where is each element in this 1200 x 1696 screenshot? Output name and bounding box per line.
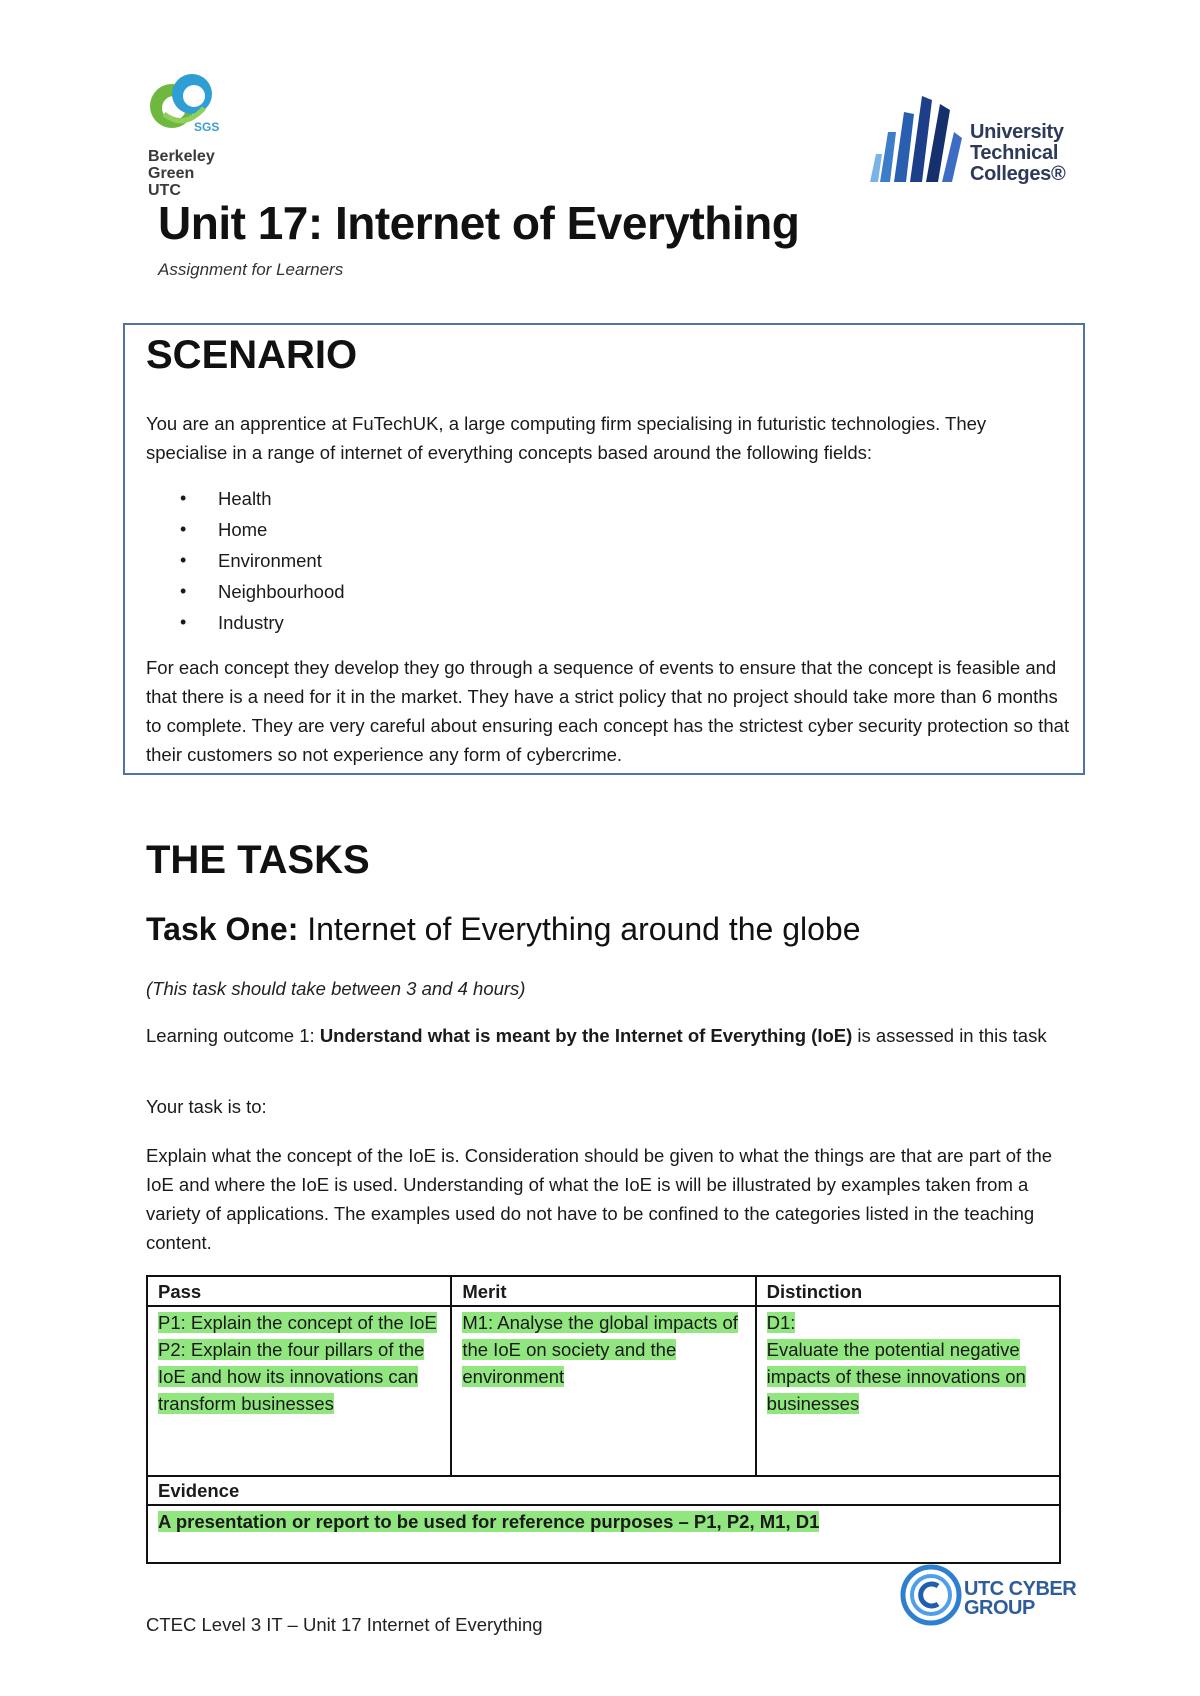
bullet-icon: • <box>180 488 187 508</box>
criterion-d1: Evaluate the potential negative impacts of these innovations on businesses <box>766 1339 1026 1414</box>
evidence-label-row <box>147 1476 1060 1505</box>
table-header-row <box>147 1276 1060 1306</box>
utc-bars-icon <box>870 92 965 187</box>
learning-outcome: Learning outcome 1: Understand what is meant by the Internet of Everything (IoE) is assessed in this task <box>146 1025 1047 1046</box>
table-row <box>147 1306 1060 1476</box>
scenario-heading: SCENARIO <box>146 333 358 377</box>
pass-header: Pass <box>147 1276 451 1306</box>
bullet-icon: • <box>180 612 187 632</box>
sgs-text: SGS <box>194 120 220 134</box>
criterion-p2: P2: Explain the four pillars of the IoE and how its innovations can transform businesses <box>158 1339 425 1414</box>
list-item: • Neighbourhood <box>178 576 345 607</box>
bullet-icon: • <box>180 550 187 570</box>
distinction-header: Distinction <box>756 1276 1060 1306</box>
criterion-d1-label: D1: <box>766 1312 796 1333</box>
task-duration: (This task should take between 3 and 4 hours) <box>146 978 526 999</box>
berkeley-green-utc-logo <box>144 70 234 199</box>
fields-list <box>178 483 345 638</box>
page-footer: CTEC Level 3 IT – Unit 17 Internet of Everything <box>146 1614 543 1635</box>
distinction-criteria-cell <box>756 1306 1060 1476</box>
criterion-p1: P1: Explain the concept of the IoE <box>158 1312 437 1333</box>
document-subtitle: Assignment for Learners <box>158 260 344 279</box>
evidence-row <box>147 1505 1060 1563</box>
list-item: • Home <box>178 514 345 545</box>
merit-criteria-cell <box>451 1306 755 1476</box>
criterion-m1: M1: Analyse the global impacts of the IoE on society and the environment <box>462 1312 738 1387</box>
utc-cyber-group-logo <box>900 1562 1080 1632</box>
scenario-intro: You are an apprentice at FuTechUK, a large computing firm specialising in futuristic technologies. They specialise in a range of internet of everything concepts based around the following fields: <box>146 413 987 463</box>
cyber-logo-text: UTC CYBER GROUP <box>964 1578 1077 1619</box>
utc-logo-text: University Technical Colleges® <box>970 121 1066 185</box>
university-technical-colleges-logo <box>870 92 1070 187</box>
pass-criteria-cell <box>147 1306 451 1476</box>
scenario-body: For each concept they develop they go through a sequence of events to ensure that the concept is feasible and that there is a need for it in the market. They have a strict policy that no project should take more than 6 months to complete. They are very careful about ensuring each concept has the strictest cyber security protection so that their customers so not experience any form of cybercrime. <box>146 657 1070 765</box>
list-item: • Industry <box>178 607 345 638</box>
document-title: Unit 17: Internet of Everything <box>158 197 800 249</box>
bullet-icon: • <box>180 581 187 601</box>
evidence-cell <box>147 1505 1060 1563</box>
task-description: Explain what the concept of the IoE is. Consideration should be given to what the things are that are part of the IoE and where the IoE is used. Understanding of what the IoE is will be illustrated by examples taken from a variety of applications. The examples used do not have to be confined to the categories listed in the teaching content. <box>146 1145 1053 1253</box>
list-item: • Health <box>178 483 345 514</box>
tasks-heading: THE TASKS <box>146 838 370 882</box>
evidence-text: A presentation or report to be used for reference purposes – P1, P2, M1, D1 <box>158 1511 820 1532</box>
berkeley-logo-text: Berkeley Green UTC <box>148 148 215 199</box>
bullet-icon: • <box>180 519 187 539</box>
merit-header: Merit <box>451 1276 755 1306</box>
cyber-circle-icon <box>900 1562 962 1628</box>
list-item: • Environment <box>178 545 345 576</box>
evidence-label: Evidence <box>147 1476 1060 1505</box>
task-one-heading: Task One: Internet of Everything around the globe <box>146 911 861 947</box>
your-task-label: Your task is to: <box>146 1096 267 1117</box>
grading-criteria-table <box>146 1275 1061 1564</box>
